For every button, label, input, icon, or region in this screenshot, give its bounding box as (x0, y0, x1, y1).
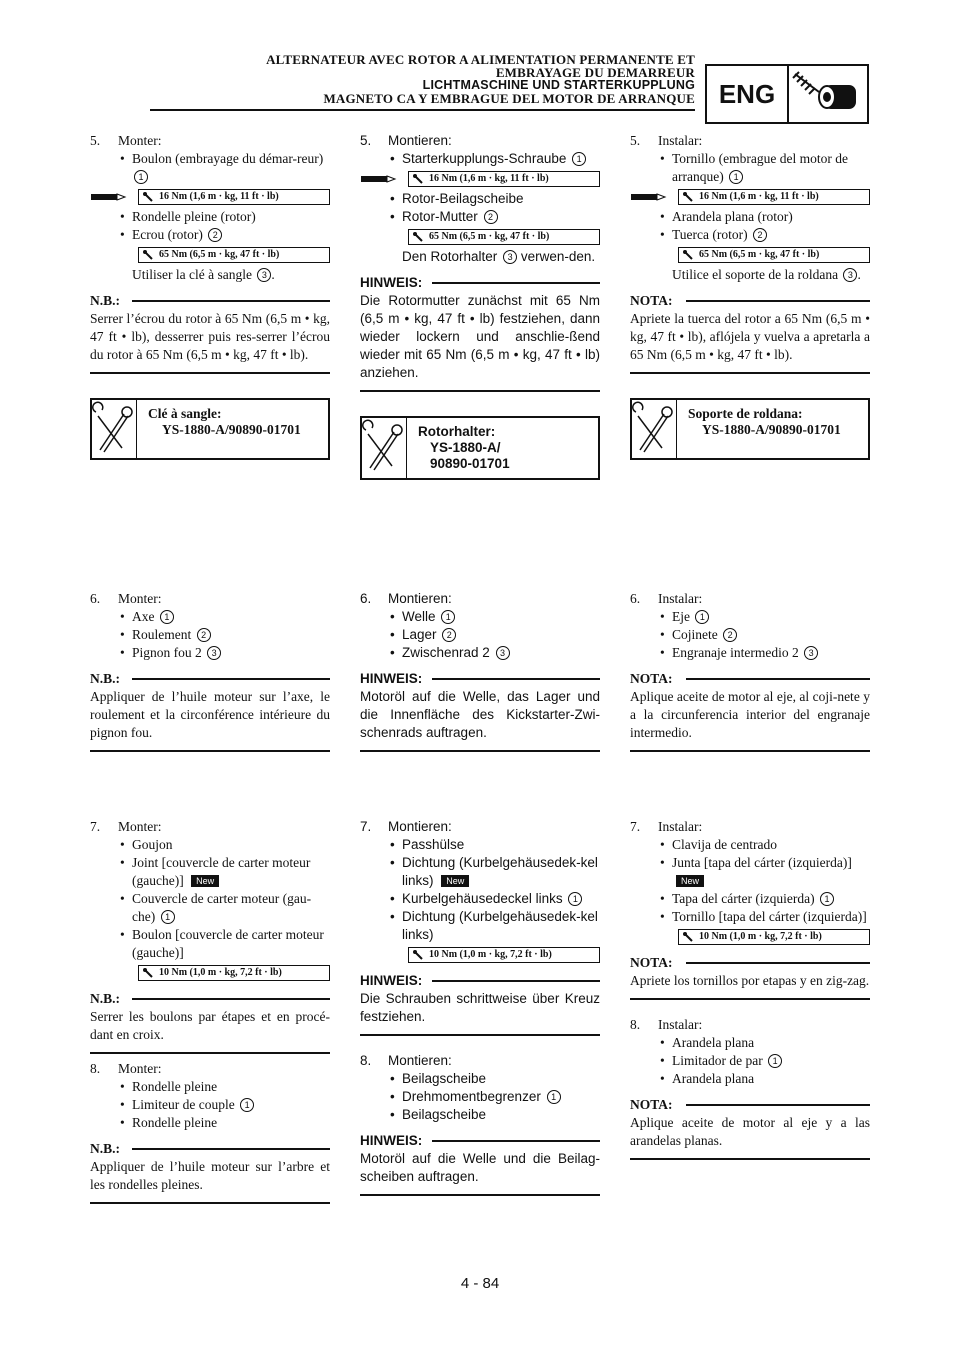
german-column-step6: 6. Montieren: • Welle 1 • Lager 2 • Zwischenrad 2 3 HINWEIS: Motoröl auf die Welle, das Lager und die Innenfläche des Kickstarter-Zwi-schenrads auftragen. (360, 590, 600, 752)
torque-spec (90, 188, 330, 206)
de-note-6: HINWEIS: Motoröl auf die Welle, das Lager und die Innenfläche des Kickstarter-Zwi-schenrads auftragen. (360, 670, 600, 752)
instruction: Utilice el soporte de la roldana 3 . (672, 267, 861, 282)
list-item: • Tornillo [tapa del cárter (izquierda)] (630, 908, 870, 926)
torque-spec: 10 Nm (1,0 m · kg, 7,2 ft · lb) (630, 928, 870, 946)
wrench-icon (142, 249, 154, 261)
list-item: • Starterkupplungs-Schraube 1 (360, 150, 600, 168)
list-item: • Arandela plana (630, 1034, 870, 1052)
list-item: • Pignon fou 2 3 (90, 644, 330, 662)
callout-1: 1 (134, 170, 148, 184)
list-item: • Rondelle pleine (90, 1078, 330, 1096)
fr-note-6: N.B.: Appliquer de l’huile moteur sur l’axe, le roulement et la circonférence intérieure du pignon fou. (90, 670, 330, 752)
instruction: Utiliser la clé à sangle 3 . (132, 267, 275, 282)
list-item: • Goujon (90, 836, 330, 854)
german-column: 5. Montieren: • Starterkupplungs-Schraube 1 16 Nm (1,6 m · kg, 11 ft · lb) • Rotor-Beilagscheibe • Rotor-Mutter 2 65 Nm (6,5 m · kg, 47 ft · lb) Den Rotorhalter 3 verwen-den. HINWEIS: Die Rotormutter zunächst mit 65 Nm (6,5 m • kg, 47 ft • lb) festziehen, dann wieder lockern und anschlie-ßend wieder mit 65 Nm (6,5 m • kg, 47 ft • lb) anziehen. Rotorhalter: YS-1880-A/ 90890-01701 (360, 132, 600, 480)
fr-note-8: N.B.: Appliquer de l’huile moteur sur l’arbre et les rondelles pleines. (90, 1140, 330, 1204)
list-item: • Tuerca (rotor) 2 (630, 226, 870, 244)
torque-spec: 16 Nm (1,6 m · kg, 11 ft · lb) (630, 188, 870, 206)
list-item: • Roulement 2 (90, 626, 330, 644)
es-note-8: NOTA: Aplique aceite de motor al eje y a las arandelas planas. (630, 1096, 870, 1160)
french-column-step7: 7. Monter: • Goujon • Joint [couvercle de carter moteur (gauche)] New • Couvercle de carter moteur (gau-che) 1 • Boulon [couvercle de carter moteur (gauche)] 10 Nm (1,0 m · kg, 7,2 ft · lb) N.B.: Serrer les boulons par étapes et en procé-dant en croix. 8. Monter: • Rondelle pleine • Limiteur de couple 1 • Rondelle pleine N.B.: Appliquer de l’huile moteur sur l’arbre et les rondelles pleines. (90, 818, 330, 1204)
engine-icon (789, 68, 865, 120)
es-note-6: NOTA: Aplique aceite de motor al eje, al coji-nete y a la circunferencia interior del engranaje intermedio. (630, 670, 870, 752)
list-item: • Axe 1 (90, 608, 330, 626)
spanish-column-step6: 6. Instalar: • Eje 1 • Cojinete 2 • Engranaje intermedio 2 3 NOTA: Aplique aceite de motor al eje, al coji-nete y a la circunferencia interior del engranaje intermedio. (630, 590, 870, 752)
special-tool-box: Soporte de roldana: YS-1880-A/90890-01701 (630, 398, 870, 460)
special-tool-box (90, 398, 330, 460)
list-item: • Tapa del cárter (izquierda) 1 (630, 890, 870, 908)
list-item: • Arandela plana (630, 1070, 870, 1088)
list-item: • Dichtung (Kurbelgehäusedek-kel links) New (360, 854, 600, 890)
list-item: • Limiteur de couple 1 (90, 1096, 330, 1114)
es-note-5: NOTA: Apriete la tuerca del rotor a 65 Nm (6,5 m • kg, 47 ft • lb), aflójela y vuelva a apretarla a 65 Nm (6,5 m • kg, 47 ft • lb). (630, 292, 870, 374)
loctite-icon (360, 173, 404, 185)
wrench-icon (412, 231, 424, 243)
fr-step-5 (90, 132, 330, 150)
german-column-step7: 7. Montieren: • Passhülse • Dichtung (Kurbelgehäusedek-kel links) New • Kurbelgehäusedeckel links 1 • Dichtung (Kurbelgehäusedek-kel links) 10 Nm (1,0 m · kg, 7,2 ft · lb) HINWEIS: Die Schrauben schrittweise über Kreuz festziehen. 8. Montieren: • Beilagscheibe • Drehmomentbegrenzer 1 • Beilagscheibe HINWEIS: Motoröl auf die Welle und die Beilag-scheiben auftragen. (360, 818, 600, 1196)
instruction: Den Rotorhalter 3 verwen-den. (402, 249, 596, 264)
list-item: • Couvercle de carter moteur (gau-che) 1 (90, 890, 330, 926)
loctite-icon (630, 191, 674, 203)
header-line-3: LICHTMASCHINE UND STARTERKUPPLUNG (422, 78, 695, 92)
note-text: Serrer l’écrou du rotor à 65 Nm (6,5 m • kg, 47 ft • lb), desserrer puis res-serrer l’écrou du rotor à 65 Nm (6,5 m • kg, 47 ft • lb). (90, 311, 330, 362)
list-item: • Lager 2 (360, 626, 600, 644)
list-item: • Beilagscheibe (360, 1070, 600, 1088)
es-note-7: NOTA: Apriete los tornillos por etapas y en zig-zag. (630, 954, 870, 1000)
special-tool-box: Rotorhalter: YS-1880-A/ 90890-01701 (360, 416, 600, 480)
header-line-2: EMBRAYAGE DU DEMARREUR (495, 65, 695, 80)
list-item: • Tornillo (embrague del motor de arranque) 1 (630, 150, 870, 186)
torque-spec (90, 246, 330, 264)
wrench-icon (142, 191, 154, 203)
spanish-column: 5. Instalar: • Tornillo (embrague del motor de arranque) 1 16 Nm (1,6 m · kg, 11 ft · lb) • Arandela plana (rotor) • Tuerca (rotor) 2 65 Nm (6,5 m · kg, 47 ft · lb) Utilice el soporte de la roldana 3 . NOTA: Apriete la tuerca del rotor a 65 Nm (6,5 m • kg, 47 ft • lb), aflójela y vuelva a apretarla a 65 Nm (6,5 m • kg, 47 ft • lb). Soporte de roldana: YS-1880-A/90890-01701 (630, 132, 870, 460)
torque-spec: 16 Nm (1,6 m · kg, 11 ft · lb) (360, 170, 600, 188)
torque-spec: 10 Nm (1,0 m · kg, 7,2 ft · lb) (360, 946, 600, 964)
list-item: • Zwischenrad 2 3 (360, 644, 600, 662)
torque-value: 65 Nm (6,5 m · kg, 47 ft · lb) (159, 249, 280, 260)
callout-2: 2 (208, 228, 222, 242)
fr-note-5 (90, 292, 330, 374)
torque-spec: 10 Nm (1,0 m · kg, 7,2 ft · lb) (90, 964, 330, 982)
de-note-7: HINWEIS: Die Schrauben schrittweise über Kreuz festziehen. (360, 972, 600, 1036)
wrench-icon (682, 931, 694, 943)
list-item: • Rondelle pleine (rotor) (90, 208, 330, 226)
loctite-icon (90, 191, 134, 203)
list-item: • Dichtung (Kurbelgehäusedek-kel links) (360, 908, 600, 944)
wrench-icon (142, 967, 154, 979)
eng-label: ENG (707, 66, 789, 122)
list-item: • Junta [tapa del cárter (izquierda)] New (630, 854, 870, 890)
list-item: • Drehmomentbegrenzer 1 (360, 1088, 600, 1106)
header-rule (150, 109, 695, 111)
list-item: • Rotor-Mutter 2 (360, 208, 600, 226)
list-item: • Arandela plana (rotor) (630, 208, 870, 226)
tool-number: YS-1880-A/90890-01701 (162, 422, 301, 437)
step-title: Monter: (118, 133, 162, 148)
list-item: • Cojinete 2 (630, 626, 870, 644)
tool-name: Clé à sangle: (148, 406, 222, 421)
list-item: • Passhülse (360, 836, 600, 854)
french-column-step6: 6. Monter: • Axe 1 • Roulement 2 • Pignon fou 2 3 N.B.: Appliquer de l’huile moteur sur l’axe, le roulement et la circonférence intérieure du pignon fou. (90, 590, 330, 752)
new-badge: New (191, 875, 219, 887)
wrench-icon (412, 173, 424, 185)
page-number: 4 - 84 (460, 1275, 500, 1292)
wrench-icon (682, 191, 694, 203)
step-number: 5. (90, 133, 101, 148)
list-item: • Boulon [couvercle de carter moteur (gauche)] (90, 926, 330, 962)
list-item: • Kurbelgehäusedeckel links 1 (360, 890, 600, 908)
list-item: • Ecrou (rotor) 2 (90, 226, 330, 244)
list-item: • Clavija de centrado (630, 836, 870, 854)
tool-icon (92, 400, 136, 458)
de-note-8: HINWEIS: Motoröl auf die Welle und die Beilag-scheiben auftragen. (360, 1132, 600, 1196)
de-note-5: HINWEIS: Die Rotormutter zunächst mit 65 Nm (6,5 m • kg, 47 ft • lb) festziehen, dann wieder lockern und anschlie-ßend wieder mit 65 Nm (6,5 m • kg, 47 ft • lb) anziehen. (360, 274, 600, 392)
list-item: • Limitador de par 1 (630, 1052, 870, 1070)
header-line-1: ALTERNATEUR AVEC ROTOR A ALIMENTATION PERMANENTE ET (266, 52, 695, 67)
list-item: • Boulon (embrayage du démar-reur) 1 (90, 150, 330, 186)
list-item: • Eje 1 (630, 608, 870, 626)
header-line-4: MAGNETO CA Y EMBRAGUE DEL MOTOR DE ARRANQUE (323, 91, 695, 106)
list-item: • Beilagscheibe (360, 1106, 600, 1124)
torque-spec: 65 Nm (6,5 m · kg, 47 ft · lb) (630, 246, 870, 264)
wrench-icon (682, 249, 694, 261)
tool-icon (632, 400, 676, 458)
fr-note-7: N.B.: Serrer les boulons par étapes et en procé-dant en croix. (90, 990, 330, 1054)
spanish-column-step7: 7. Instalar: • Clavija de centrado • Junta [tapa del cárter (izquierda)] New • Tapa del cárter (izquierda) 1 • Tornillo [tapa del cárter (izquierda)] 10 Nm (1,0 m · kg, 7,2 ft · lb) NOTA: Apriete los tornillos por etapas y en zig-zag. 8. Instalar: • Arandela plana • Limitador de par 1 • Arandela plana NOTA: Aplique aceite de motor al eje y a las arandelas planas. (630, 818, 870, 1160)
list-item: • Welle 1 (360, 608, 600, 626)
torque-spec: 65 Nm (6,5 m · kg, 47 ft · lb) (360, 228, 600, 246)
list-item: • Engranaje intermedio 2 3 (630, 644, 870, 662)
list-item: • Rotor-Beilagscheibe (360, 190, 600, 208)
torque-value: 16 Nm (1,6 m · kg, 11 ft · lb) (159, 191, 279, 202)
list-item: • Joint [couvercle de carter moteur (gauche)] New (90, 854, 330, 890)
list-item: • Rondelle pleine (90, 1114, 330, 1132)
note-heading: N.B.: (90, 293, 120, 308)
page-header (150, 53, 695, 105)
wrench-icon (412, 949, 424, 961)
french-column (90, 132, 330, 460)
callout-3: 3 (257, 268, 271, 282)
eng-section-badge (705, 64, 869, 124)
tool-icon (362, 418, 406, 476)
